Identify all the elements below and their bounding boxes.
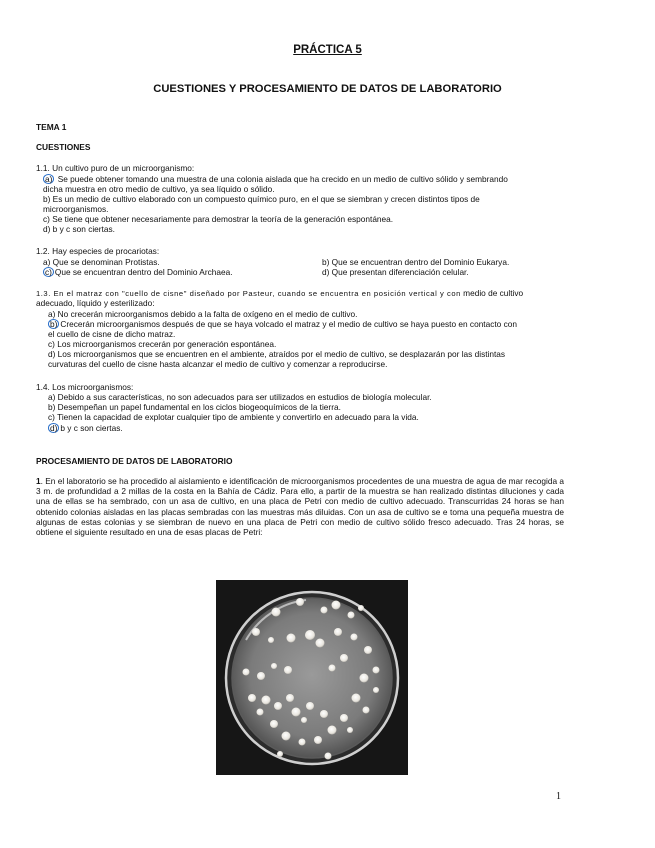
answer-1-3-c: c) Los microorganismos crecerán por generación espontánea. (48, 339, 277, 349)
lab-problem-1 (36, 476, 564, 537)
selected-answer-circle: b) (50, 319, 58, 329)
answer-1-1-c: c) Se tiene que obtener necesariamente para demostrar la teoría de la generación espontánea. (43, 214, 394, 224)
answer-1-1-a-cont: dicha muestra en otro medio de cultivo, ya sea líquido o sólido. (43, 184, 275, 194)
answer-text: Crecerán microorganismos después de que se haya volcado el matraz y el medio de cultivo se haya puesto en contacto con (60, 319, 517, 329)
page-subtitle: CUESTIONES Y PROCESAMIENTO DE DATOS DE LABORATORIO (153, 83, 502, 95)
answer-1-3-d-cont: curvaturas del cuello de cisne hasta alcanzar el medio de cultivo y comenzar a reproducirse. (48, 359, 388, 369)
question-1-3-cont: adecuado, líquido y esterilizado: (36, 298, 155, 308)
tema-heading: TEMA 1 (36, 122, 67, 132)
petri-dish-photo (216, 580, 408, 775)
answer-text: Que se encuentran dentro del Dominio Archaea. (54, 267, 233, 277)
answer-1-3-d: d) Los microorganismos que se encuentren en el ambiente, atraídos por el medio de cultivo, se desplazarán por las distintas (48, 349, 506, 359)
question-1-4: 1.4. Los microorganismos: (36, 382, 134, 392)
answer-1-2-a: a) Que se denominan Protistas. (43, 257, 160, 267)
answer-1-1-d: d) b y c son ciertas. (43, 224, 115, 234)
answer-1-1-b-cont: microorganismos. (43, 204, 109, 214)
selected-answer-circle: d) (50, 423, 58, 433)
selected-answer-circle: c) (45, 267, 52, 277)
answer-1-4-c: c) Tienen la capacidad de explotar cualquier tipo de ambiente y convertirlo en adecuado para la vida. (48, 412, 419, 422)
answer-text: Se puede obtener tomando una muestra de una colonia aislada que ha crecido en un medio de cultivo sólido y sembrando (55, 174, 508, 184)
answer-1-1-a (43, 174, 508, 184)
answer-1-3-b-cont: el cuello de cisne de dicho matraz. (48, 329, 176, 339)
question-1-1: 1.1. Un cultivo puro de un microorganismo: (36, 163, 195, 173)
answer-1-4-d (48, 423, 123, 433)
answer-1-4-b: b) Desempeñan un papel fundamental en los ciclos biogeoquímicos de la tierra. (48, 402, 341, 412)
answer-1-2-c (43, 267, 233, 277)
problem-text: . En el laboratorio se ha procedido al aislamiento e identificación de microorganismos procedentes de una muestra de agua de mar recogida a 3 m. de profundidad a 2 millas de la costa en la Bahía de Cádiz. Para ello, a partir de la muestra se han realizado distintas diluciones y cada una de ellas se ha sembrado, con un asa de cultivo, en una placa de Petri con medio de cultivo adecuado. Transcurridas 24 horas se han obtenido colonias aisladas en las placas sembradas con las muestras más diluidas. Con un asa de cultivo se e toma una pequeña muestra de algunas de estas colonias y se siembran de nuevo en una placa de Petri con medio de cultivo sólido fresco adecuado. Tras 24 horas, se obtiene el siguiente resultado en una de esas placas de Petri: (36, 476, 564, 538)
question-text-end: medio de cultivo (460, 288, 524, 298)
answer-1-1-b: b) Es un medio de cultivo elaborado con un compuesto químico puro, en el que se siembran y crecen distintos tipos de (43, 194, 480, 204)
answer-1-4-a: a) Debido a sus características, no son adecuados para ser utilizados en estudios de biología molecular. (48, 392, 432, 402)
question-text-squeezed: 1.3. En el matraz con "cuello de cisne" diseñado por Pasteur, cuando se encuentra en posición vertical y con (36, 289, 461, 298)
selected-answer-circle: a) (45, 174, 53, 184)
question-1-2: 1.2. Hay especies de procariotas: (36, 246, 160, 256)
page-number: 1 (556, 791, 561, 802)
answer-1-2-b: b) Que se encuentran dentro del Dominio Eukarya. (322, 257, 510, 267)
cuestiones-heading: CUESTIONES (36, 142, 91, 152)
answer-text: b y c son ciertas. (60, 423, 123, 433)
answer-1-2-d: d) Que presentan diferenciación celular. (322, 267, 469, 277)
page-title: PRÁCTICA 5 (293, 44, 362, 56)
answer-1-3-a: a) No crecerán microorganismos debido a la falta de oxígeno en el medio de cultivo. (48, 309, 358, 319)
problem-number: 1 (36, 476, 41, 486)
answer-1-3-b (48, 319, 517, 329)
petri-dish-image (216, 580, 408, 775)
procesamiento-heading: PROCESAMIENTO DE DATOS DE LABORATORIO (36, 456, 233, 466)
